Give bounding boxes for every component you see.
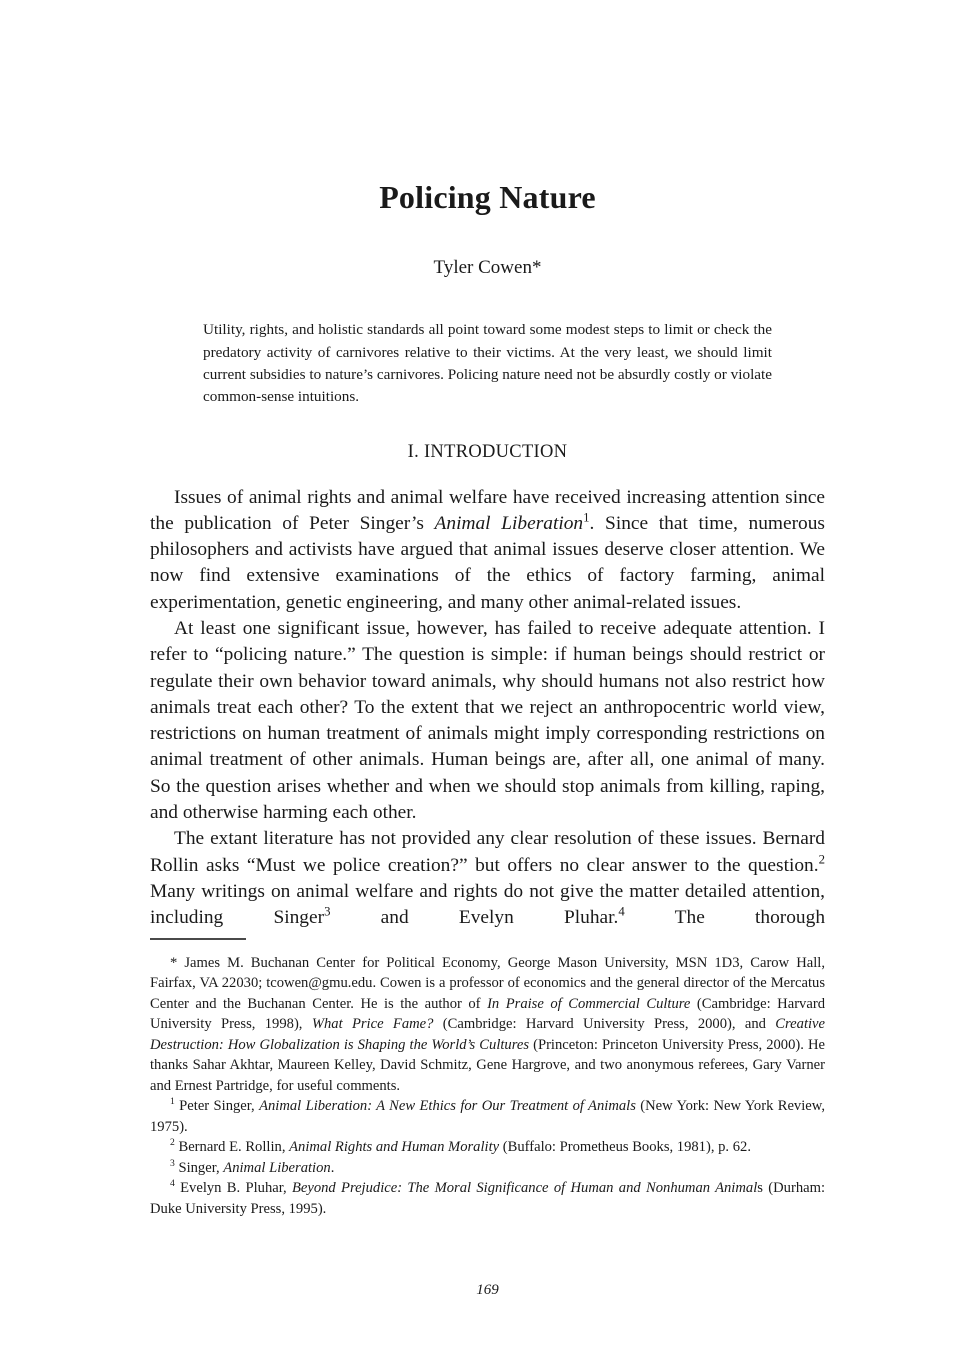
footnote-star-italic-2: What Price Fame? [311, 1016, 434, 1033]
footnote-3-italic-1: Animal Liberation [223, 1159, 331, 1176]
footnote-star-part-4: (Princeton: Princeton University Press, 2000). He thanks Sahar Akhtar, Maureen Kelley, David Schmitz, Gene Hargrove, and two anonymous referees, Gary Varner and Ernest Partridge, for useful comments. [150, 1036, 825, 1094]
footnote-1-part-1: Peter Singer, [174, 1098, 260, 1115]
footnote-ref-2[interactable]: 2 [818, 852, 825, 867]
footnote-star-part-3: (Cambridge: Harvard University Press, 2000), and [433, 1016, 776, 1033]
footnote-2-italic-1: Animal Rights and Human Morality [289, 1139, 500, 1156]
footnote-4-italic-1: Beyond Prejudice: The Moral Significance of Human and Nonhuman Animal [291, 1180, 758, 1197]
footnote-list [150, 953, 825, 1220]
footnote-4 [150, 1178, 825, 1219]
paragraph-3-part-4: The thorough [624, 907, 826, 929]
page-content [150, 0, 825, 931]
paragraph-3-part-3: and Evelyn Pluhar. [330, 907, 619, 929]
paragraph-3-part-2: Many writings on animal welfare and rights do not give the matter detailed attention, including Singer [150, 880, 825, 929]
footnote-4-marker: 4 [170, 1178, 175, 1190]
abstract-block: Utility, rights, and holistic standards all point toward some modest steps to limit or check the predatory activity of carnivores relative to their victims. At the very least, we should limit current subsidies to nature’s carnivores. Policing nature need not be absurdly costly or violate common-sense intuitions. [203, 321, 772, 406]
footnote-star-part-1: James M. Buchanan Center for Political Economy, George Mason University, MSN 1D3, Carow Hall, Fairfax, VA 22030; tcowen@gmu.edu. Cowen is a professor of economics and the general director of the Mercatus Center and the Buchanan Center. He is the author of [150, 954, 825, 1012]
footnote-1-italic-1: Animal Liberation: A New Ethics for Our Treatment of Animals [259, 1098, 636, 1115]
footnote-star-marker: * [170, 954, 178, 971]
footnote-1-part-2: (New York: New York Review, 1975). [150, 1098, 826, 1135]
paragraph-3-part-1: The extant literature has not provided any clear resolution of these issues. Bernard Rollin asks “Must we police creation?” but offers no clear answer to the question. [150, 828, 825, 876]
section-heading-introduction: I. INTRODUCTION [407, 441, 568, 462]
footnote-4-part-2: s (Durham: Duke University Press, 1995). [150, 1180, 825, 1217]
footnote-star-italic-3: Creative Destruction: How Globalization is Shaping the World’s Cultures [150, 1016, 826, 1053]
footnote-3-part-1: Singer, [174, 1159, 224, 1176]
paragraph-1-part-2: . Since that time, numerous philosophers and activists have argued that animal issues deserve closer attention. We now find extensive examinations of the ethics of factory farming, animal experimentation, genetic engineering, and many other animal-related issues. [150, 512, 825, 613]
footnote-2-marker: 2 [170, 1137, 175, 1149]
footnote-star-part-2: (Cambridge: Harvard University Press, 1998), [150, 995, 825, 1033]
footnote-2 [150, 1137, 825, 1158]
footnote-star-italic-1: In Praise of Commercial Culture [487, 995, 691, 1012]
footnote-3-part-2: . [330, 1159, 335, 1176]
page-number: 169 [476, 1282, 499, 1298]
footnote-separator-rule [150, 938, 246, 940]
footnote-3 [150, 1158, 825, 1179]
page-title: Policing Nature [379, 179, 596, 215]
footnote-1-marker: 1 [170, 1096, 175, 1108]
footnote-3-marker: 3 [170, 1157, 175, 1169]
footnote-ref-1[interactable]: 1 [583, 510, 590, 525]
paragraph-3 [150, 826, 825, 931]
footnote-1 [150, 1096, 825, 1137]
footnote-area [150, 938, 825, 1219]
footnote-ref-4[interactable]: 4 [618, 904, 625, 919]
paragraph-2: At least one significant issue, however, has failed to receive adequate attention. I refer to “policing nature.” The question is simple: if human beings should restrict or regulate their own behavior toward animals, why should humans not also restrict how animals treat each other? To the extent that we reject an anthropocentric world view, restrictions on human treatment of animals might imply corresponding restrictions on animal treatment of other animals. Human beings are, after all, one animal of many. So the question arises whether and when we should stop animals from killing, raping, and otherwise harming each other. [150, 617, 825, 823]
paragraph-1 [150, 485, 825, 616]
body-text [150, 463, 825, 932]
paragraph-1-italic-title: Animal Liberation [434, 512, 584, 534]
footnote-ref-3[interactable]: 3 [324, 904, 331, 919]
footnote-4-part-1: Evelyn B. Pluhar, [174, 1180, 292, 1197]
footnote-2-part-2: (Buffalo: Prometheus Books, 1981), p. 62. [499, 1139, 751, 1156]
footnote-2-part-1: Bernard E. Rollin, [174, 1139, 290, 1156]
author-byline: Tyler Cowen* [433, 257, 542, 279]
footnote-star [150, 953, 825, 1097]
paragraph-1-part-1: Issues of animal rights and animal welfare have received increasing attention since the publication of Peter Singer’s [150, 486, 825, 534]
